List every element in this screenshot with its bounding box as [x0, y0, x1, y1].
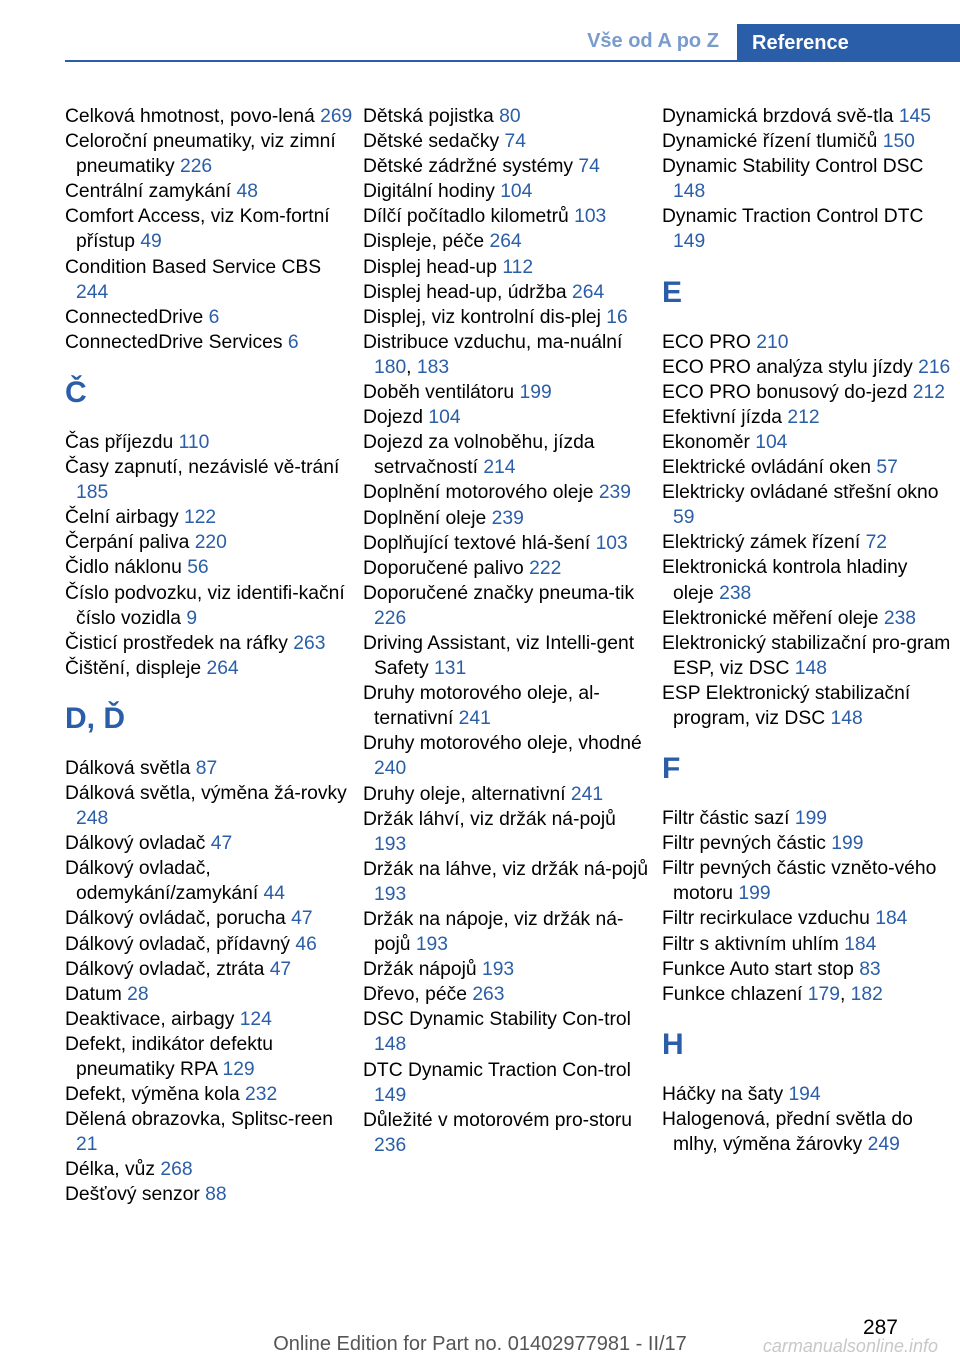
- page-reference-link[interactable]: 199: [794, 808, 828, 830]
- page-reference-link[interactable]: 184: [875, 908, 908, 930]
- index-entry: [662, 932, 952, 957]
- header-rule: [65, 60, 960, 62]
- page-reference-link[interactable]: 148: [794, 657, 827, 679]
- index-entry: [65, 330, 355, 355]
- index-entry: [363, 229, 653, 254]
- index-term: Důležité v motorovém pro‐storu: [363, 1109, 632, 1131]
- index-entry: [65, 455, 355, 505]
- index-entry: [662, 405, 952, 430]
- index-term: Dojezd: [363, 407, 429, 429]
- index-entry: [662, 430, 952, 455]
- index-term: Defekt, indikátor defektu pneumatiky RPA: [65, 1033, 273, 1080]
- index-entry: [65, 957, 355, 982]
- index-term: Háčky na šaty: [662, 1083, 789, 1105]
- index-entry: [363, 305, 653, 330]
- index-entry: [363, 255, 653, 280]
- page-reference-link[interactable]: 264: [572, 281, 605, 303]
- watermark: carmanualsonline.info: [762, 1336, 938, 1356]
- index-entry: [662, 330, 952, 355]
- index-entry: [363, 857, 653, 907]
- index-term: Dálkový ovladač, odemykání/zamykání: [65, 858, 264, 905]
- index-term: Distribuce vzduchu, ma‐nuální: [363, 331, 623, 353]
- index-entry: [662, 154, 952, 204]
- section-letter: E: [662, 275, 683, 309]
- section-letter: D, Ď: [65, 701, 125, 735]
- index-entry: [363, 1058, 653, 1108]
- page-reference-link[interactable]: 57: [876, 457, 898, 479]
- page-reference-link[interactable]: 193: [374, 833, 407, 855]
- page-reference-link[interactable]: 264: [206, 657, 239, 679]
- page-reference-link[interactable]: 182: [850, 983, 883, 1005]
- index-entry: [65, 756, 355, 781]
- tab-reference[interactable]: Reference: [737, 24, 960, 62]
- page-reference-link[interactable]: 44: [263, 883, 285, 905]
- index-entry: [662, 1082, 952, 1107]
- index-entry: [65, 906, 355, 931]
- index-entry: [363, 506, 653, 531]
- page-reference-link[interactable]: 103: [574, 206, 607, 228]
- index-term: Displeje, péče: [363, 231, 490, 253]
- index-entry: [662, 957, 952, 982]
- index-term: Filtr recirkulace vzduchu: [662, 908, 876, 930]
- page-reference-link[interactable]: 74: [578, 156, 600, 178]
- page-reference-link[interactable]: 232: [245, 1084, 278, 1106]
- index-term: Druhy motorového oleje, al‐ternativní: [363, 683, 600, 730]
- index-term: Dynamické řízení tlumičů: [662, 131, 883, 153]
- index-term: Elektronická kontrola hladiny oleje: [662, 557, 908, 604]
- index-term: Doběh ventilátoru: [363, 382, 520, 404]
- index-term: Elektricky ovládané střešní okno: [662, 482, 939, 504]
- page-reference-link[interactable]: 72: [865, 532, 888, 554]
- index-entry: [363, 480, 653, 505]
- index-entry: [363, 807, 653, 857]
- page-reference-link[interactable]: 6: [208, 306, 220, 328]
- index-entry: [363, 1007, 653, 1057]
- index-term: Dálkový ovládač, porucha: [65, 908, 292, 930]
- index-term: Deaktivace, airbagy: [65, 1008, 240, 1030]
- index-term: Filtr pevných částic vzněto‐vého motoru: [662, 858, 937, 905]
- page-reference-link[interactable]: 148: [830, 707, 863, 729]
- page-reference-link[interactable]: 104: [428, 407, 461, 429]
- index-term: Čelní airbagy: [65, 507, 184, 529]
- index-entry: [65, 1032, 355, 1082]
- index-term: Datum: [65, 983, 128, 1005]
- page-reference-link[interactable]: 49: [140, 231, 162, 253]
- page-reference-link[interactable]: 216: [918, 356, 951, 378]
- page-reference-link[interactable]: 199: [519, 382, 552, 404]
- page-reference-link[interactable]: 59: [673, 507, 695, 529]
- index-term: DSC Dynamic Stability Con‐trol: [363, 1009, 631, 1031]
- page-reference-link[interactable]: 74: [504, 131, 526, 153]
- index-entry: [65, 1182, 355, 1207]
- page-reference-link[interactable]: 150: [882, 131, 915, 153]
- index-term: Doplnění oleje: [363, 507, 492, 529]
- index-entry: [65, 1082, 355, 1107]
- index-entry: [363, 154, 653, 179]
- page-reference-link[interactable]: 239: [491, 507, 524, 529]
- index-term: Časy zapnutí, nezávislé vě‐trání: [65, 457, 340, 479]
- index-entry: [65, 1007, 355, 1032]
- index-term: Funkce chlazení: [662, 983, 808, 1005]
- index-entry: [662, 129, 952, 154]
- index-term: Filtr s aktivním uhlím: [662, 933, 845, 955]
- index-entry: [662, 631, 952, 681]
- index-term: Displej head-up, údržba: [363, 281, 573, 303]
- index-term: Držák na láhve, viz držák ná‐pojů: [363, 858, 649, 880]
- page-reference-link[interactable]: 268: [160, 1159, 193, 1181]
- index-term: Čas příjezdu: [65, 431, 179, 453]
- index-term: DTC Dynamic Traction Con‐trol: [363, 1059, 631, 1081]
- index-term: Dělená obrazovka, Splitsc‐reen: [65, 1109, 333, 1131]
- index-term: Centrální zamykání: [65, 181, 237, 203]
- index-term: Comfort Access, viz Kom‐fortní přístup: [65, 206, 330, 253]
- section-letter: F: [662, 752, 681, 786]
- index-term: Čištění, displeje: [65, 657, 207, 679]
- page-separator: ,: [839, 983, 851, 1005]
- index-entry: [65, 1107, 355, 1157]
- index-entry: [662, 204, 952, 254]
- page-reference-link[interactable]: 212: [912, 381, 945, 403]
- page-reference-link[interactable]: 28: [127, 983, 149, 1005]
- page-reference-link[interactable]: 124: [239, 1008, 272, 1030]
- index-column-1: [65, 104, 355, 1208]
- index-entry: [363, 204, 653, 229]
- index-term: Dětské zádržné systémy: [363, 156, 579, 178]
- index-term: Doplnění motorového oleje: [363, 482, 599, 504]
- index-entry: [363, 982, 653, 1007]
- index-term: Defekt, výměna kola: [65, 1084, 246, 1106]
- index-entry: [65, 581, 355, 631]
- index-entry: [65, 204, 355, 254]
- page-reference-link[interactable]: 179: [807, 983, 840, 1005]
- index-entry: [662, 606, 952, 631]
- index-term: Dílčí počítadlo kilometrů: [363, 206, 575, 228]
- index-term: Dětská pojistka: [363, 106, 500, 127]
- index-entry: [662, 380, 952, 405]
- index-entry: [65, 104, 355, 129]
- index-entry: [662, 1107, 952, 1157]
- page-reference-link[interactable]: 9: [186, 607, 198, 629]
- index-term: Dětské sedačky: [363, 131, 505, 153]
- index-term: Druhy oleje, alternativní: [363, 783, 571, 805]
- page-reference-link[interactable]: 16: [606, 306, 628, 328]
- index-term: Elektrické ovládání oken: [662, 457, 877, 479]
- index-entry: [363, 731, 653, 781]
- index-entry: [662, 806, 952, 831]
- page-reference-link[interactable]: 46: [295, 933, 317, 955]
- page-reference-link[interactable]: 145: [898, 106, 931, 127]
- page-reference-link[interactable]: 88: [205, 1184, 227, 1206]
- page-reference-link[interactable]: 56: [187, 557, 209, 579]
- page-reference-link[interactable]: 193: [481, 959, 515, 981]
- index-term: Displej, viz kontrolní dis‐plej: [363, 306, 607, 328]
- index-entry: [662, 455, 952, 480]
- index-entry: [363, 104, 653, 129]
- page-reference-link[interactable]: 104: [500, 181, 533, 203]
- index-entry: [65, 430, 355, 455]
- page-reference-link[interactable]: 214: [483, 457, 516, 479]
- index-entry: [363, 1108, 653, 1158]
- index-entry: [65, 530, 355, 555]
- index-term: Digitální hodiny: [363, 181, 501, 203]
- index-term: Dálková světla: [65, 757, 196, 779]
- index-term: Čisticí prostředek na ráfky: [65, 632, 294, 654]
- index-entry: [65, 1157, 355, 1182]
- index-entry: [65, 255, 355, 305]
- page-reference-link[interactable]: 110: [178, 431, 210, 453]
- index-entry: [363, 129, 653, 154]
- index-entry: [662, 831, 952, 856]
- page-reference-link[interactable]: 185: [76, 482, 109, 504]
- page-reference-link[interactable]: 129: [222, 1059, 255, 1080]
- page-separator: ,: [406, 356, 417, 378]
- index-term: Dynamická brzdová svě‐tla: [662, 106, 899, 127]
- index-column-2: [363, 104, 653, 1158]
- page-reference-link[interactable]: 241: [570, 783, 604, 805]
- index-term: Držák láhví, viz držák ná‐pojů: [363, 808, 616, 830]
- index-term: Halogenová, přední světla do mlhy, výměna žárovky: [662, 1108, 913, 1155]
- index-term: Čidlo náklonu: [65, 557, 188, 579]
- index-term: Displej head-up: [363, 256, 503, 278]
- index-term: Doplňující textové hlá‐šení: [363, 532, 596, 554]
- index-term: Dálková světla, výměna žá‐rovky: [65, 782, 347, 804]
- index-term: Elektronický stabilizační pro‐gram ESP, viz DSC: [662, 632, 951, 679]
- index-term: ESP Elektronický stabilizační program, viz DSC: [662, 682, 911, 729]
- page-reference-link[interactable]: 239: [598, 482, 631, 504]
- page-reference-link[interactable]: 210: [756, 331, 789, 353]
- index-term: Condition Based Service CBS: [65, 256, 322, 278]
- page-reference-link[interactable]: 269: [320, 106, 353, 127]
- index-entry: [363, 581, 653, 631]
- page-reference-link[interactable]: 194: [788, 1083, 821, 1105]
- index-term: ECO PRO bonusový do‐jezd: [662, 381, 913, 403]
- index-entry: [363, 907, 653, 957]
- page-reference-link[interactable]: 263: [472, 984, 505, 1006]
- page-reference-link[interactable]: 48: [236, 181, 258, 203]
- page-reference-link[interactable]: 131: [434, 658, 467, 680]
- index-entry: [363, 681, 653, 731]
- page-reference-link[interactable]: 236: [374, 1134, 407, 1156]
- index-entry: [65, 856, 355, 906]
- index-entry: [363, 179, 653, 204]
- page-reference-link[interactable]: 238: [719, 582, 752, 604]
- page-reference-link[interactable]: 21: [76, 1134, 98, 1156]
- page-reference-link[interactable]: 238: [883, 607, 917, 629]
- index-term: Dynamic Stability Control DSC: [662, 156, 924, 178]
- index-entry: [662, 982, 952, 1007]
- page-reference-link[interactable]: 183: [416, 356, 450, 378]
- page-reference-link[interactable]: 104: [755, 431, 788, 453]
- index-entry: [65, 505, 355, 530]
- index-column-3: [662, 104, 952, 1157]
- page-reference-link[interactable]: 122: [183, 507, 217, 529]
- index-term: Doporučené palivo: [363, 557, 530, 579]
- page-reference-link[interactable]: 87: [195, 757, 218, 779]
- page-reference-link[interactable]: 199: [831, 833, 864, 855]
- index-entry: [363, 405, 653, 430]
- index-term: Celoroční pneumatiky, viz zimní pneumatiky: [65, 131, 336, 178]
- index-term: Dálkový ovladač, přídavný: [65, 933, 296, 955]
- index-entry: [65, 831, 355, 856]
- index-entry: [363, 782, 653, 807]
- page-reference-link[interactable]: 83: [859, 958, 881, 980]
- index-entry: [662, 681, 952, 731]
- index-entry: [662, 355, 952, 380]
- index-term: ECO PRO: [662, 331, 757, 353]
- page-reference-link[interactable]: 222: [529, 557, 562, 579]
- section-letter: Č: [65, 375, 87, 409]
- index-term: Dřevo, péče: [363, 984, 473, 1006]
- page-reference-link[interactable]: 244: [76, 281, 109, 303]
- page-reference-link[interactable]: 193: [415, 934, 448, 956]
- index-entry: [65, 129, 355, 179]
- index-entry: [65, 555, 355, 580]
- tab-all[interactable]: Vše od A po Z: [587, 30, 719, 52]
- index-term: Filtr částic sazí: [662, 808, 795, 830]
- index-term: Číslo podvozku, viz identifi‐kační číslo vozidla: [65, 582, 345, 629]
- index-entry: [662, 856, 952, 906]
- page-reference-link[interactable]: 80: [499, 106, 521, 127]
- index-entry: [65, 781, 355, 831]
- index-entry: [662, 555, 952, 605]
- index-term: Držák nápojů: [363, 959, 482, 981]
- page-reference-link[interactable]: 184: [844, 933, 877, 955]
- index-term: Efektivní jízda: [662, 406, 788, 428]
- page-number: 287: [862, 1316, 898, 1339]
- index-entry: [363, 531, 653, 556]
- index-term: Elektronické měření oleje: [662, 607, 884, 629]
- index-term: Délka, vůz: [65, 1159, 161, 1181]
- page-reference-link[interactable]: 103: [595, 532, 628, 554]
- index-term: Dynamic Traction Control DTC: [662, 206, 924, 228]
- page-reference-link[interactable]: 112: [502, 256, 534, 278]
- index-term: Dálkový ovladač, ztráta: [65, 958, 270, 980]
- page-reference-link[interactable]: 249: [867, 1134, 900, 1155]
- index-entry: [363, 430, 653, 480]
- index-term: Elektrický zámek řízení: [662, 532, 866, 554]
- page-reference-link[interactable]: 47: [291, 908, 313, 930]
- page-reference-link[interactable]: 264: [489, 231, 522, 253]
- page-reference-link[interactable]: 199: [738, 883, 771, 905]
- index-entry: [662, 104, 952, 129]
- section-letter: H: [662, 1027, 684, 1061]
- index-term: Ekonoměr: [662, 431, 756, 453]
- page-reference-link[interactable]: 226: [179, 156, 213, 178]
- page-reference-link[interactable]: 149: [673, 231, 706, 253]
- page-reference-link[interactable]: 148: [374, 1034, 407, 1056]
- index-term: Funkce Auto start stop: [662, 958, 860, 980]
- page-reference-link[interactable]: 212: [787, 406, 820, 428]
- page-reference-link[interactable]: 47: [269, 958, 292, 980]
- page-reference-link[interactable]: 149: [374, 1084, 407, 1106]
- index-entry: [363, 556, 653, 581]
- page-reference-link[interactable]: 180: [374, 356, 407, 378]
- index-term: ConnectedDrive: [65, 306, 209, 328]
- index-entry: [65, 631, 355, 656]
- index-entry: [65, 179, 355, 204]
- index-entry: [363, 957, 653, 982]
- page-reference-link[interactable]: 241: [458, 708, 491, 730]
- index-term: ECO PRO analýza stylu jízdy: [662, 356, 919, 378]
- index-term: Celková hmotnost, povo‐lená: [65, 106, 321, 127]
- index-term: Čerpání paliva: [65, 532, 195, 554]
- index-entry: [363, 380, 653, 405]
- index-entry: [662, 480, 952, 530]
- index-term: Druhy motorového oleje, vhodné: [363, 733, 642, 755]
- page-reference-link[interactable]: 220: [194, 532, 227, 554]
- index-entry: [65, 305, 355, 330]
- index-entry: [363, 330, 653, 380]
- index-term: ConnectedDrive Services: [65, 331, 288, 353]
- page-reference-link[interactable]: 6: [287, 331, 299, 353]
- page-reference-link[interactable]: 226: [374, 607, 407, 629]
- index-term: Filtr pevných částic: [662, 833, 832, 855]
- index-term: Držák na nápoje, viz držák ná‐pojů: [363, 909, 624, 956]
- index-entry: [65, 932, 355, 957]
- index-entry: [363, 631, 653, 681]
- page-reference-link[interactable]: 193: [374, 883, 407, 905]
- index-entry: [363, 280, 653, 305]
- index-entry: [65, 982, 355, 1007]
- page-reference-link[interactable]: 240: [374, 758, 407, 780]
- index-entry: [662, 906, 952, 931]
- index-term: Driving Assistant, viz Intelli‐gent Safety: [363, 632, 635, 680]
- index-term: Dojezd za volnoběhu, jízda setrvačností: [363, 432, 595, 479]
- page-reference-link[interactable]: 263: [293, 632, 326, 654]
- index-term: Dešťový senzor: [65, 1184, 206, 1206]
- index-term: Dálkový ovladač: [65, 833, 211, 855]
- index-entry: [65, 656, 355, 681]
- footer-edition: Online Edition for Part no. 01402977981 - II/17: [273, 1333, 687, 1355]
- page-reference-link[interactable]: 47: [210, 833, 233, 855]
- index-entry: [662, 530, 952, 555]
- page-reference-link[interactable]: 148: [673, 181, 706, 203]
- index-term: Doporučené značky pneuma‐tik: [363, 582, 635, 604]
- page-reference-link[interactable]: 248: [76, 808, 109, 830]
